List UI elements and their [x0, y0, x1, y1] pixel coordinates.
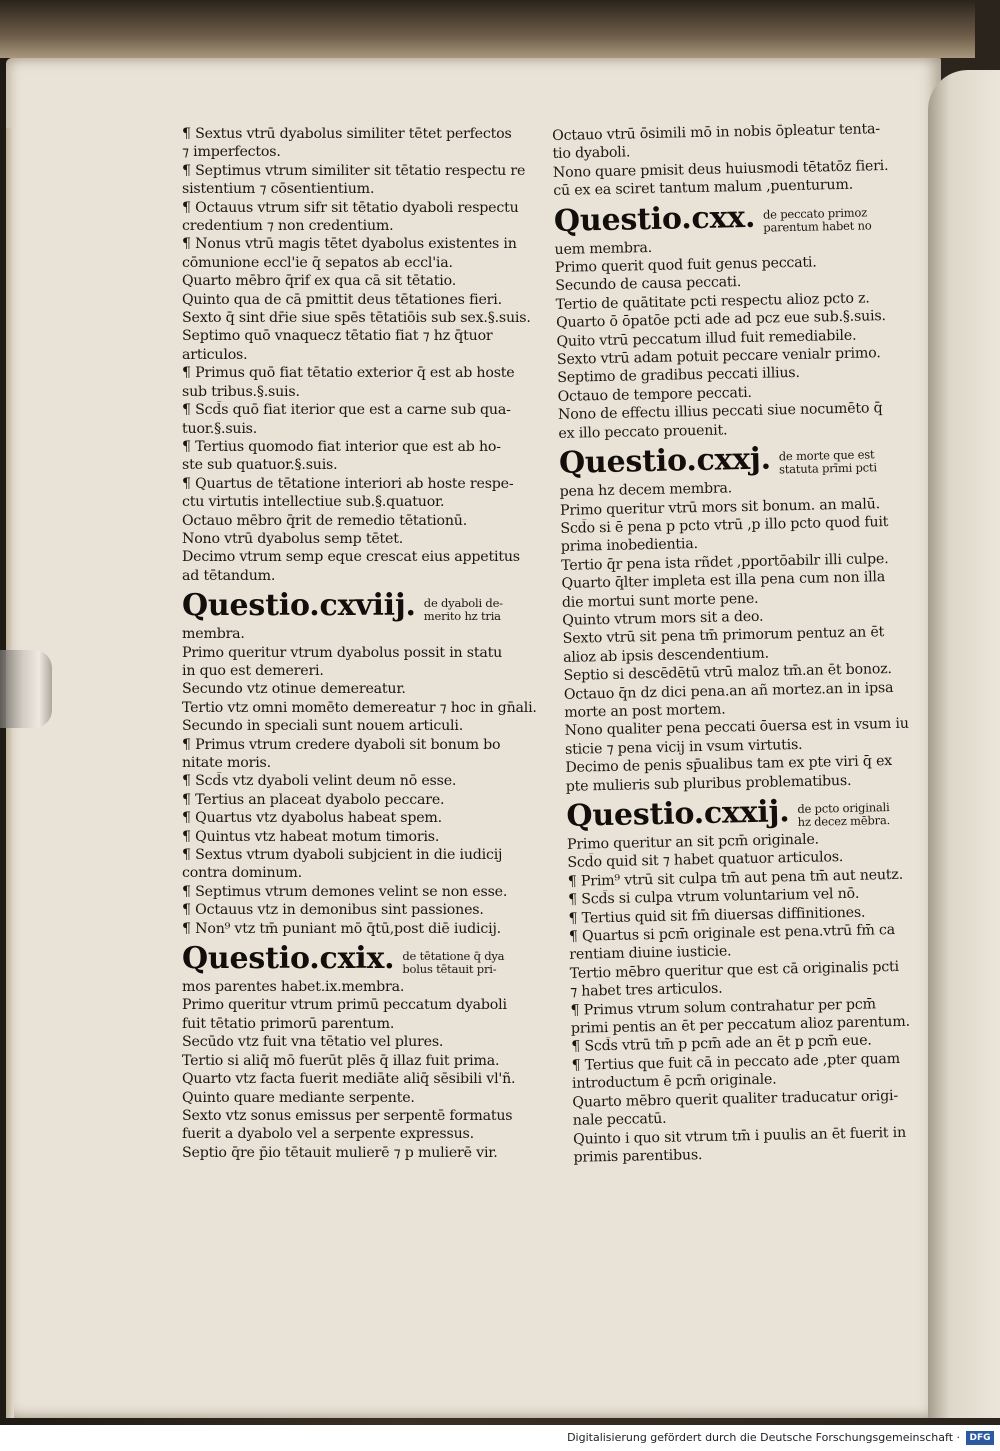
text-line: Septio q̄re p̄io tētauit mulierē ⁊ p mulierē vir. [182, 1144, 498, 1161]
question-subtitle-line: hz decez mēbra. [797, 813, 891, 830]
text-line: ¶ Scd̄s vtz dyaboli velint deum nō esse. [182, 773, 457, 790]
text-line: nitate moris. [182, 755, 271, 771]
question-heading [559, 439, 922, 481]
question-subtitle-line: de peccato primoz [762, 205, 868, 222]
question-title: Questio.cxxij. [566, 794, 790, 834]
text-line: Tertio vtz omni momēto demereatur ⁊ hoc in gn̄ali. [182, 699, 537, 716]
text-line: tuor.§.suis. [182, 420, 258, 437]
text-line: primi pentis an ēt per peccatum alioz parentum. [570, 1013, 910, 1037]
text-line: ¶ Octauus vtrum sifr sit tētatio dyaboli respectu [182, 199, 519, 216]
text-line: Secundo vtz otinue demereatur. [182, 681, 406, 698]
text-line: Secūdo vtz fuit vna tētatio vel plures. [182, 1034, 444, 1051]
text-line: ad tētandum. [182, 567, 276, 584]
text-line: primis parentibus. [573, 1146, 703, 1166]
text-line: ¶ Tertius quomodo fiat interior que est ab ho- [182, 438, 501, 455]
text-line: Quarto vtz facta fuerit mediāte aliq̄ sēsibili vl'ñ. [182, 1071, 516, 1088]
text-line: ¶ Tertius an placeat dyabolo peccare. [182, 791, 445, 808]
question-title: Questio.cxix. [182, 941, 395, 977]
text-line: Decimo vtrum semp eque crescat eius appetitus [182, 549, 520, 566]
text-line: pena hz decem membra. [559, 480, 733, 501]
question-heading [566, 792, 929, 834]
text-line: mos parentes habet.ix.membra. [182, 979, 405, 996]
text-line: ¶ Nonus vtrū magis tētet dyabolus existentes in [182, 236, 517, 253]
text-line: Sexto vtrū sit pena tm̄ primorum pentuz an ēt [562, 624, 885, 648]
text-line: Tertio de quātitate pcti respectu alioz pcto z. [555, 290, 870, 313]
text-line: Sexto q̄ sint dr̄ie siue spēs tētatiōis sub sex.§.suis. [182, 310, 531, 327]
text-line: tio dyaboli. [552, 144, 631, 163]
text-line: Quinto qua de cā pmittit deus tētationes fieri. [182, 291, 502, 308]
question-subtitle [797, 801, 890, 829]
text-line: ¶ Quartus si pcm̄ originale est pena.vtrū fm̄ ca [568, 922, 896, 945]
question-subtitle-line: parentum habet no [763, 217, 872, 235]
text-line: ¶ Quartus vtz dyabolus habeat spem. [182, 810, 442, 827]
text-line: Octauo de tempore peccati. [557, 384, 752, 405]
text-line: ¶ Non⁹ vtz tm̄ puniant mō q̄tū,post diē iudicij. [182, 920, 501, 937]
text-line: Sexto vtrū adam potuit peccare venialr primo. [556, 345, 881, 369]
text-line: Octauo vtrū ōsimili mō in nobis ōpleatur tenta- [552, 121, 881, 144]
text-line: Primo queritur vtrum primū peccatum dyaboli [182, 997, 507, 1014]
question-heading [182, 942, 552, 976]
text-line: articulos. [182, 346, 248, 363]
text-line: Quinto quare mediante serpente. [182, 1089, 415, 1106]
text-line: Nono quare pmisit deus huiusmodi tētatōz fieri. [552, 157, 889, 181]
text-line: Tertio q̄r pena ista rñdet ,pportōabilr illi culpe. [561, 550, 889, 574]
text-line: sub tribus.§.suis. [182, 383, 300, 400]
text-line: rentiam diuine iusticie. [569, 943, 732, 964]
text-line: ¶ Septimus vtrum similiter sit tētatio respectu re [182, 162, 526, 179]
text-line: Tertio mēbro queritur que est cā originalis pcti [569, 958, 900, 982]
page-clip [0, 650, 52, 728]
text-line: Quito vtrū peccatum illud fuit remediabile. [556, 327, 857, 350]
question-subtitle-line: merito hz tria [423, 609, 501, 624]
text-line: Quarto ō ōpatōe pcti ade ad pcz eue sub.§.suis. [555, 308, 886, 332]
text-line: ¶ Sextus vtrum dyaboli subjcient in die iudicij [182, 847, 503, 864]
question-subtitle [779, 448, 877, 476]
text-line: pte mulieris sub pluribus problematibus. [565, 772, 852, 795]
text-line: ¶ Octauus vtz in demonibus sint passiones. [182, 902, 484, 919]
facing-page [928, 70, 1000, 1418]
question-heading [554, 197, 917, 239]
question-subtitle [763, 206, 872, 234]
question-title: Questio.cxx. [553, 199, 756, 239]
text-line: ⁊ imperfectos. [182, 144, 281, 161]
footer-bar [0, 1425, 1000, 1451]
text-line: Octauo q̄n dz dici pena.an añ mortez.an in ipsa [563, 679, 894, 703]
text-line: sticie ⁊ pena vicij in vsum virtutis. [564, 736, 803, 758]
text-line: ¶ Primus vtrum solum contrahatur per pcm̄ [570, 996, 876, 1019]
text-line: ctu virtutis intellectiue sub.§.quatuor. [182, 494, 445, 511]
dfg-logo: DFG [966, 1431, 994, 1445]
question-subtitle-line: de dyaboli de- [423, 596, 503, 611]
text-line: die mortui sunt morte pene. [561, 590, 759, 611]
text-line: Septimo de gradibus peccati illius. [557, 365, 800, 387]
text-line: ¶ Septimus vtrum demones velint se non esse. [182, 883, 508, 900]
question-subtitle-line: de pcto originali [797, 800, 890, 817]
text-line: sistentium ⁊ cōsentientium. [182, 181, 375, 198]
text-line: Primo queritur vtrum dyabolus possit in statu [182, 644, 503, 661]
text-line: fuerit a dyabolo vel a serpente expressus. [182, 1126, 474, 1143]
footer-credit: Digitalisierung gefördert durch die Deutsche Forschungsgemeinschaft · [567, 1431, 960, 1444]
text-line: ¶ Quintus vtz habeat motum timoris. [182, 828, 440, 845]
text-line: ¶ Prim⁹ vtrū sit culpa tm̄ aut pena tm̄ aut neutz. [567, 866, 904, 890]
text-line: ¶ Scd̄s vtrū tm̄ p pcm̄ ade an ēt p pcm̄ eue. [571, 1032, 872, 1056]
question-heading [182, 589, 552, 623]
text-line: ¶ Quartus de tētatione interiori ab hoste respe- [182, 475, 514, 492]
text-line: Septimo quō vnaquecz tētatio fiat ⁊ hz q̄tuor [182, 328, 493, 345]
text-line: ¶ Primus quō fiat tētatio exterior q̄ est ab hoste [182, 365, 515, 382]
question-title: Questio.cxxj. [558, 441, 772, 482]
question-subtitle-line: de morte que est [778, 447, 875, 464]
text-line: alioz ab ipsis descendentium. [562, 645, 769, 666]
text-line: Quarto mēbro q̄rif ex qua cā sit tētatio. [182, 273, 457, 290]
text-line: Quarto mēbro querit qualiter traducatur origi- [572, 1087, 899, 1111]
text-line: Nono qualiter pena peccati ōuersa est in vsum iu [564, 716, 909, 740]
text-line: Secundo in speciali sunt nouem articuli. [182, 718, 464, 735]
text-line: Septio si descēdētū vtrū maloz tm̄.an ēt bonoz. [563, 661, 892, 685]
text-line: Decimo de penis sp̄ualibus tam ex pte viri q̄ ex [565, 753, 893, 777]
question-subtitle-line: statuta prīmi pcti [778, 460, 878, 477]
text-line: ¶ Primus vtrum credere dyaboli sit bonum bo [182, 736, 501, 753]
text-line: Octauo mēbro q̄rit de remedio tētationū. [182, 512, 468, 529]
text-line: Tertio si aliq̄ mō fuerūt plēs q̄ illaz fuit prima. [182, 1052, 500, 1069]
text-line: ¶ Scd̄s quō fiat iterior que est a carne sub qua- [182, 402, 511, 419]
text-line: Primo queritur vtrū mors sit bonum. an malū. [559, 495, 881, 519]
text-line: Scd̄o si ē pena p pcto vtrū ,p illo pcto quod fuit [560, 513, 889, 537]
text-line: Quarto q̄lter impleta est illa pena cum non illa [561, 569, 886, 593]
text-line: uem membra. [554, 239, 653, 258]
page-edge [6, 128, 14, 1418]
text-line: ¶ Tertius que fuit cā in peccato ade ,pter quam [571, 1050, 901, 1074]
text-line: Primo querit quod fuit genus peccati. [554, 254, 817, 276]
left-text-column [182, 125, 552, 1162]
text-line: ¶ Scd̄s si culpa vtrum voluntarium vel nō. [568, 885, 860, 909]
text-line: Nono vtrū dyabolus semp tētet. [182, 530, 404, 547]
text-line: Nono de effectu illius peccati siue nocumēto q̄ [557, 400, 883, 424]
text-line: Primo queritur an sit pcm̄ originale. [566, 831, 820, 853]
text-line: credentium ⁊ non credentium. [182, 218, 394, 235]
question-subtitle-line: de tētatione q̄ dya [402, 949, 505, 964]
text-line: Scd̄o quid sit ⁊ habet quatuor articulos. [567, 849, 844, 872]
text-line: introductum ē pcm̄ originale. [571, 1071, 777, 1093]
question-subtitle [424, 597, 503, 623]
text-line: nale peccatū. [572, 1110, 667, 1129]
text-line: in quo est demereri. [182, 662, 324, 679]
text-line: prima inobedientia. [560, 536, 699, 556]
question-subtitle [402, 950, 504, 976]
text-line: contra dominum. [182, 865, 302, 882]
text-line: cū ex ea sciret tantum malum ,puenturum. [553, 176, 854, 200]
text-line: Secundo de causa peccati. [555, 274, 742, 295]
text-line: Sexto vtz sonus emissus per serpentē formatus [182, 1107, 513, 1124]
text-line: ex illo peccato prouenit. [558, 422, 728, 442]
text-line: morte an post mortem. [564, 701, 726, 721]
book-top-edge [0, 0, 975, 58]
text-line: cōmunione eccl'ie q̄ sepatos ab eccl'ia. [182, 254, 453, 271]
question-title: Questio.cxviij. [182, 588, 416, 624]
right-text-column [552, 119, 936, 1167]
text-line: ⁊ habet tres articulos. [569, 980, 723, 1001]
text-line: ste sub quatuor.§.suis. [182, 457, 338, 474]
text-line: ¶ Tertius quid sit fm̄ diuersas diffinitiones. [568, 904, 866, 927]
text-line: Quinto vtrum mors sit a deo. [562, 608, 764, 629]
text-line: Quinto i quo sit vtrum tm̄ i puulis an ēt fuerit in [573, 1124, 907, 1148]
question-subtitle-line: bolus tētauit pri- [402, 962, 497, 977]
text-line: fuit tētatio primorū parentum. [182, 1015, 395, 1032]
text-line: membra. [182, 626, 245, 643]
text-line: ¶ Sextus vtrū dyabolus similiter tētet perfectos [182, 126, 512, 142]
